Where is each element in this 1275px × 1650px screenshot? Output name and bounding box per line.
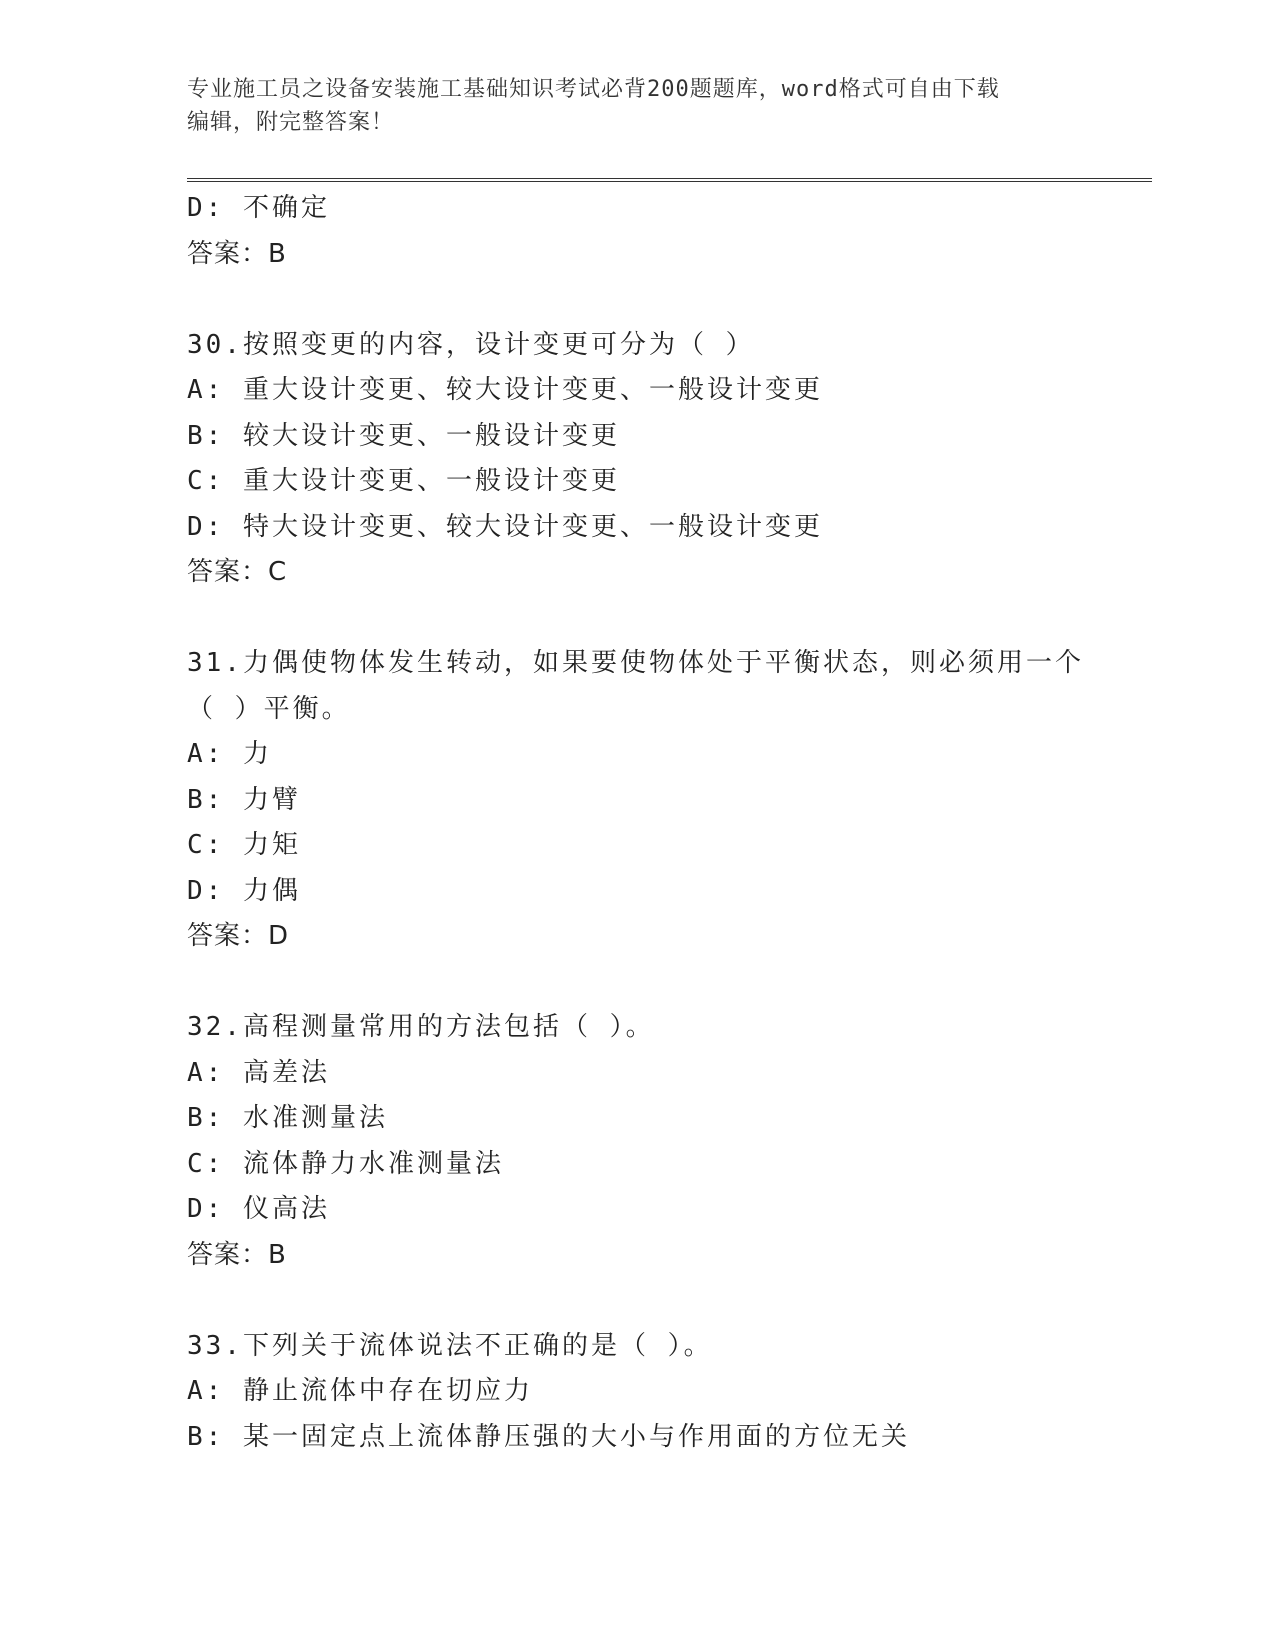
answer: 答案：C (187, 557, 288, 587)
question-stem-line-2: （ ）平衡。 (187, 693, 351, 724)
option-a: A: 力 (187, 739, 272, 769)
header-divider (187, 178, 1152, 182)
document-header (187, 73, 1087, 139)
question-stem-line-1: 31.力偶使物体发生转动，如果要使物体处于平衡状态，则必须用一个 (187, 648, 1084, 678)
option-a: A: 静止流体中存在切应力 (187, 1376, 533, 1406)
question-32 (187, 1005, 1147, 1278)
question-31 (187, 641, 1147, 960)
option-a: A: 重大设计变更、较大设计变更、一般设计变更 (187, 375, 823, 405)
option-d: D: 仪高法 (187, 1194, 330, 1224)
option-c: C: 重大设计变更、一般设计变更 (187, 466, 620, 496)
blank-line (187, 1278, 1147, 1324)
option-a: A: 高差法 (187, 1057, 330, 1088)
option-d: D: 不确定 (187, 193, 330, 223)
answer: 答案：D (187, 921, 290, 951)
answer: 答案：B (187, 238, 287, 269)
header-text-line-1: 专业施工员之设备安装施工基础知识考试必背200题题库，word格式可自由下载 (187, 77, 1000, 102)
question-stem: 32.高程测量常用的方法包括（ ）。 (187, 1012, 655, 1042)
option-b: B: 力臂 (187, 784, 301, 815)
option-b: B: 某一固定点上流体静压强的大小与作用面的方位无关 (187, 1421, 910, 1452)
option-b: B: 水准测量法 (187, 1103, 388, 1133)
header-text-line-2: 编辑，附完整答案！ (187, 110, 395, 135)
blank-line (187, 960, 1147, 1006)
option-d: D: 特大设计变更、较大设计变更、一般设计变更 (187, 511, 823, 542)
option-c: C: 流体静力水准测量法 (187, 1148, 504, 1179)
option-c: C: 力矩 (187, 830, 301, 860)
question-list (187, 186, 1147, 1460)
question-stem: 33.下列关于流体说法不正确的是（ ）。 (187, 1330, 713, 1361)
previous-question-tail (187, 186, 1147, 277)
question-stem: 30.按照变更的内容，设计变更可分为（ ） (187, 329, 755, 360)
question-33 (187, 1324, 1147, 1461)
answer: 答案：B (187, 1239, 287, 1270)
option-d: D: 力偶 (187, 875, 301, 906)
option-b: B: 较大设计变更、一般设计变更 (187, 420, 620, 451)
question-30 (187, 323, 1147, 596)
blank-line (187, 277, 1147, 323)
blank-line (187, 596, 1147, 642)
